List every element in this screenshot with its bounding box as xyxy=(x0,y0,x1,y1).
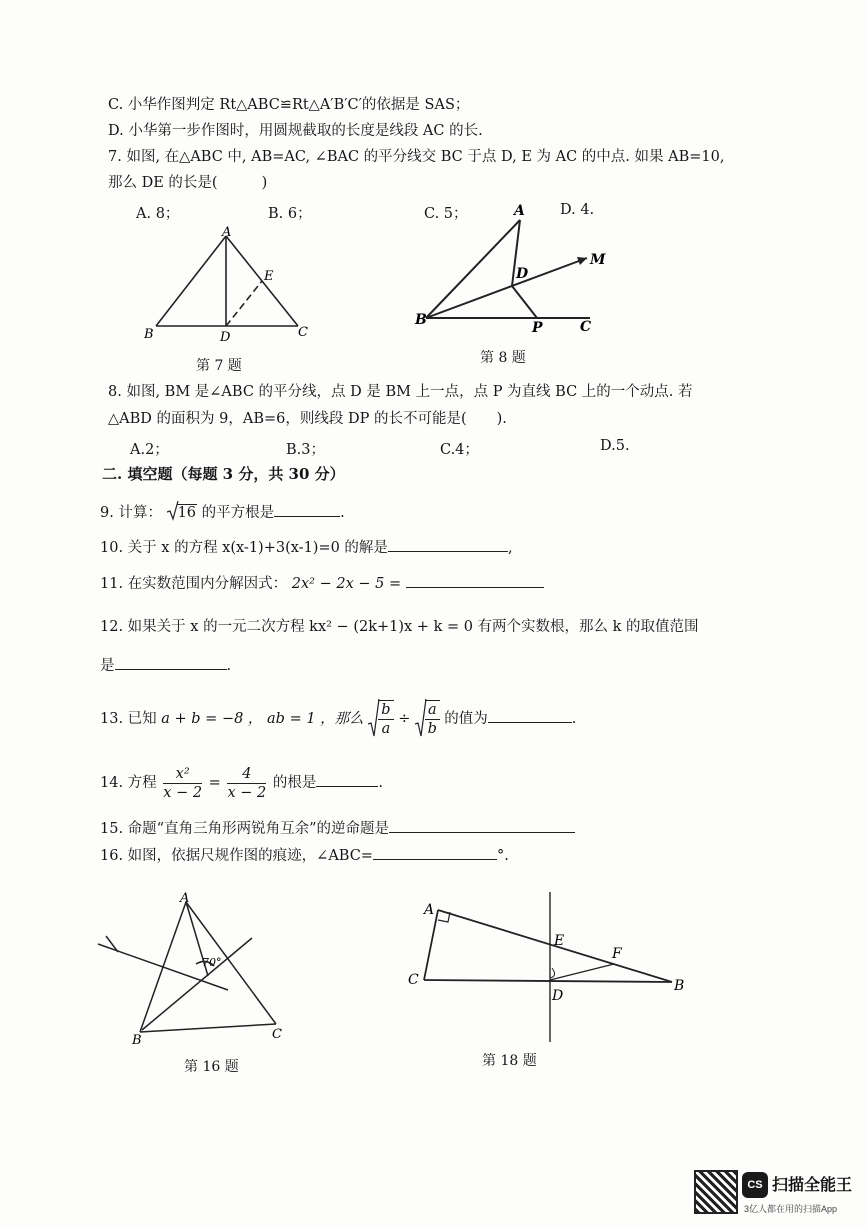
fig18-label-e: E xyxy=(554,933,565,949)
fig16-label-b: B xyxy=(132,1033,142,1048)
fig16-angle-label: 70° xyxy=(202,956,222,969)
q12-answer-blank xyxy=(115,655,227,670)
fig7-label-b: B xyxy=(144,327,154,342)
q13-frac2-den: b xyxy=(427,721,437,737)
brand-name: 扫描全能王 xyxy=(772,1177,853,1194)
figure-7-caption: 第 7 题 xyxy=(196,358,242,374)
question-7-text: 那么 DE 的长是( xyxy=(108,175,218,191)
figure-7 xyxy=(138,222,318,347)
fig16-label-a: A xyxy=(180,891,190,906)
question-14 xyxy=(100,760,383,806)
q15-text: 15. 命题“直角三角形两锐角互余”的逆命题是 xyxy=(100,821,389,837)
q8-option-c: C.4； xyxy=(440,442,479,458)
figure-18-caption: 第 18 题 xyxy=(482,1053,537,1069)
fig16-side-bc xyxy=(140,1024,276,1032)
question-16 xyxy=(100,845,509,866)
q9-text: 的平方根是 xyxy=(201,505,275,521)
q14-answer-blank xyxy=(316,772,378,787)
fig8-segment-dp xyxy=(512,286,537,318)
q13-answer-blank xyxy=(488,708,572,723)
fig16-label-c: C xyxy=(272,1027,282,1042)
question-13 xyxy=(100,696,576,742)
question-12-line2 xyxy=(100,655,231,676)
q7-option-a: A. 8； xyxy=(136,206,180,222)
brand-subtitle: 3亿人都在用的扫描App xyxy=(744,1204,838,1214)
q13-frac2-num: a xyxy=(425,701,440,720)
q13-prefix: 13. 已知 xyxy=(100,711,157,727)
question-7-close: ) xyxy=(261,175,268,191)
question-8-line1: 8. 如图, BM 是∠ABC 的平分线，点 D 是 BM 上一点，点 P 为直线 BC 上的一个动点. 若 xyxy=(108,384,693,400)
fig18-side-cb xyxy=(424,980,672,982)
fig18-label-b: B xyxy=(674,978,685,994)
option-d-line: D. 小华第一步作图时，用圆规截取的长度是线段 AC 的长. xyxy=(108,123,483,139)
q11-expression: 2x² − 2x − 5 = xyxy=(291,576,402,592)
fig8-ray-bm xyxy=(426,258,587,318)
q14-text: 的根是 xyxy=(272,775,317,791)
figure-18 xyxy=(402,888,698,1048)
fig18-label-a: A xyxy=(424,902,435,918)
question-12-line1: 12. 如果关于 x 的一元二次方程 kx² − (2k+1)x + k = 0 有两个实数根，那么 k 的取值范围 xyxy=(100,619,699,635)
q13-condition: a + b = −8 ， ab = 1 ，那么 xyxy=(161,711,364,727)
q9-answer-blank xyxy=(274,502,340,517)
section-2-heading: 二. 填空题（每题 3 分，共 30 分） xyxy=(102,465,345,483)
option-c-line: C. 小华作图判定 Rt△ABC≌Rt△A′B′C′的依据是 SAS； xyxy=(108,97,470,113)
fig18-side-ac xyxy=(424,910,438,980)
q9-end: . xyxy=(340,505,345,521)
figure-16-caption: 第 16 题 xyxy=(184,1059,239,1075)
q16-end: °. xyxy=(496,848,509,864)
question-8-close: ). xyxy=(496,411,507,427)
q13-text: 的值为 xyxy=(444,711,488,727)
q7-option-b: B. 6； xyxy=(268,206,312,222)
camscanner-logo-icon: CS xyxy=(742,1172,768,1198)
fig8-arrow-head xyxy=(577,257,587,265)
fig18-label-f: F xyxy=(612,946,622,962)
fig7-label-e: E xyxy=(264,269,274,284)
q14-prefix: 14. 方程 xyxy=(100,775,157,791)
question-9 xyxy=(100,502,345,523)
q10-end: , xyxy=(507,540,513,556)
fig18-label-d: D xyxy=(552,988,564,1004)
figure-16 xyxy=(92,888,292,1048)
q16-answer-blank xyxy=(373,845,497,860)
q14-right-fraction xyxy=(227,765,266,802)
fig7-segment-de xyxy=(226,281,262,326)
q7-option-c: C. 5； xyxy=(424,206,468,222)
q14-left-num: x² xyxy=(163,765,202,784)
figure-8-caption: 第 8 题 xyxy=(480,350,526,366)
q11-answer-blank xyxy=(406,573,544,588)
q12-shi: 是 xyxy=(100,658,115,674)
question-8-text: △ABD 的面积为 9，AB=6，则线段 DP 的长不可能是( xyxy=(108,411,467,427)
q9-prefix: 9. 计算： xyxy=(100,505,162,521)
question-7-line1: 7. 如图, 在△ABC 中, AB=AC, ∠BAC 的平分线交 BC 于点 D, E 为 AC 的中点. 如果 AB=10, xyxy=(108,149,725,165)
fig7-side-ab xyxy=(156,236,226,326)
qr-code-icon xyxy=(694,1170,738,1214)
q9-radicand: 16 xyxy=(177,505,197,521)
fig8-label-b: B xyxy=(415,312,427,328)
q13-frac1-num: b xyxy=(378,701,393,720)
q14-right-den: x − 2 xyxy=(227,784,267,801)
fig8-label-a: A xyxy=(514,203,525,219)
q13-sqrt-2 xyxy=(415,696,440,742)
q14-end: . xyxy=(378,775,383,791)
q10-answer-blank xyxy=(388,537,508,552)
q13-end: . xyxy=(571,711,577,727)
question-15 xyxy=(100,818,575,839)
q8-option-a: A.2； xyxy=(130,442,169,458)
q8-option-b: B.3； xyxy=(286,442,325,458)
q14-left-den: x − 2 xyxy=(163,784,203,801)
q16-text: 16. 如图，依据尺规作图的痕迹，∠ABC= xyxy=(100,848,373,864)
question-10 xyxy=(100,537,513,558)
question-11 xyxy=(100,573,544,594)
q11-text: 11. 在实数范围内分解因式： xyxy=(100,576,288,592)
question-8-line2 xyxy=(108,409,507,429)
q13-sqrt-1 xyxy=(368,696,393,742)
fig7-label-d: D xyxy=(220,330,231,345)
q15-answer-blank xyxy=(389,818,575,833)
q9-radical xyxy=(167,503,197,523)
fig16-angle-bisector xyxy=(142,938,252,1030)
q12-end: . xyxy=(226,658,232,674)
fig18-label-c: C xyxy=(408,972,419,988)
fig18-segment-df xyxy=(550,964,614,980)
figure-8 xyxy=(412,198,622,343)
question-7-line2 xyxy=(108,173,267,193)
q14-equals: = xyxy=(208,775,221,791)
fig8-label-p: P xyxy=(532,320,543,336)
q14-left-fraction xyxy=(163,765,202,802)
fig7-label-a: A xyxy=(222,225,232,240)
fig7-label-c: C xyxy=(298,325,308,340)
q8-option-d: D.5. xyxy=(600,438,630,454)
fig8-label-m: M xyxy=(590,252,606,268)
fig8-label-d: D xyxy=(516,266,529,282)
q13-frac1-den: a xyxy=(381,721,391,737)
q10-text: 10. 关于 x 的方程 x(x-1)+3(x-1)=0 的解是 xyxy=(100,540,388,556)
fig8-label-c: C xyxy=(580,319,592,335)
fig8-side-ab xyxy=(426,220,520,318)
q14-right-num: 4 xyxy=(227,765,266,784)
q7-option-d: D. 4. xyxy=(560,202,595,218)
q13-operator: ÷ xyxy=(398,711,411,727)
